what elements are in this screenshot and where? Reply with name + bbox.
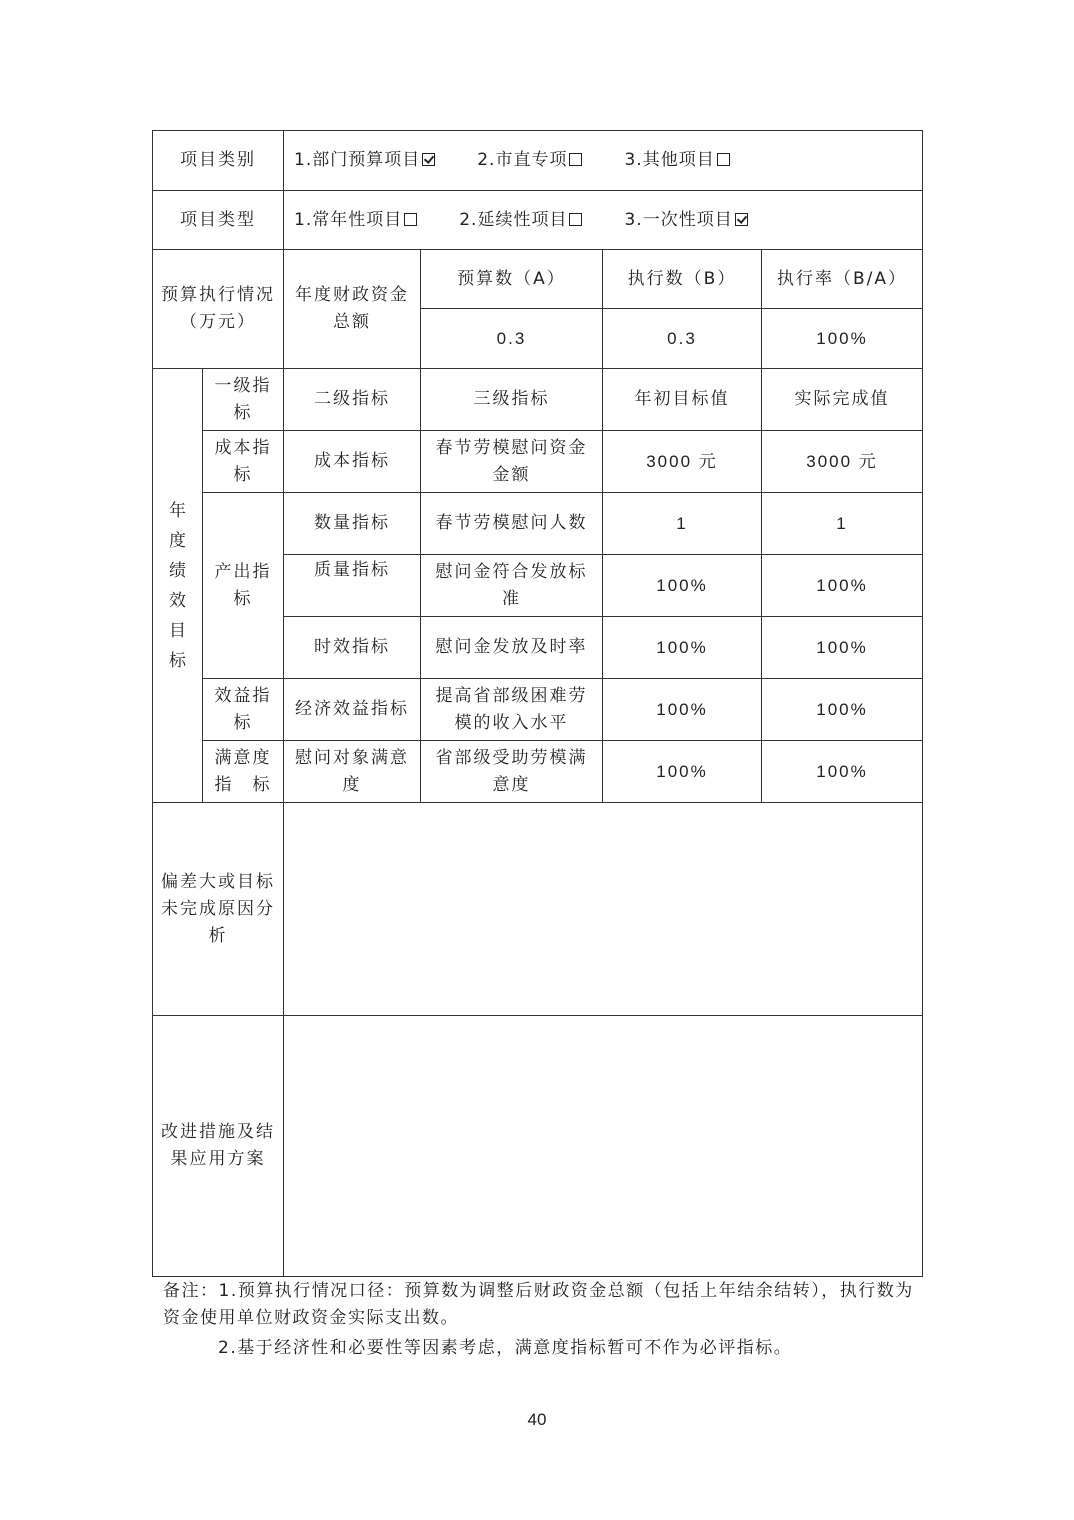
checkbox-icon[interactable] — [735, 213, 748, 226]
type-label: 项目类型 — [153, 191, 284, 250]
table-row — [153, 741, 923, 803]
goal-l3: 慰问金符合发放标准 — [421, 555, 603, 617]
category-option-2[interactable]: 2.市直专项 — [477, 147, 582, 174]
goal-actual: 1 — [762, 493, 923, 555]
improvement-content[interactable] — [284, 1016, 923, 1277]
goals-header-l1: 一级指标 — [203, 369, 284, 431]
budget-header-a: 预算数（A） — [421, 250, 603, 309]
type-option-3[interactable]: 3.一次性项目 — [624, 207, 747, 234]
type-row — [153, 191, 923, 250]
goal-target: 100% — [603, 555, 762, 617]
budget-sublabel: 年度财政资金总额 — [284, 250, 421, 369]
category-option-3[interactable]: 3.其他项目 — [624, 147, 729, 174]
budget-value-rate: 100% — [762, 309, 923, 369]
category-options — [284, 131, 923, 191]
budget-value-a: 0.3 — [421, 309, 603, 369]
goal-actual: 100% — [762, 617, 923, 679]
checkbox-icon[interactable] — [717, 153, 730, 166]
goal-l2: 质量指标 — [284, 555, 421, 617]
goal-l1: 产出指标 — [203, 493, 284, 679]
performance-table — [152, 130, 923, 1277]
goal-l1: 成本指标 — [203, 431, 284, 493]
improvement-row — [153, 1016, 923, 1277]
goals-header-target: 年初目标值 — [603, 369, 762, 431]
goal-l2: 时效指标 — [284, 617, 421, 679]
budget-label: 预算执行情况（万元） — [153, 250, 284, 369]
goal-l3: 慰问金发放及时率 — [421, 617, 603, 679]
checkbox-icon[interactable] — [422, 153, 435, 166]
goal-target: 3000 元 — [603, 431, 762, 493]
table-row — [153, 679, 923, 741]
type-option-2[interactable]: 2.延续性项目 — [459, 207, 582, 234]
category-label: 项目类别 — [153, 131, 284, 191]
remark-line-1: 备注：1.预算执行情况口径：预算数为调整后财政资金总额（包括上年结余结转），执行数为资金使用单位财政资金实际支出数。 — [163, 1281, 914, 1328]
category-row — [153, 131, 923, 191]
goal-actual: 100% — [762, 741, 923, 803]
checkbox-icon[interactable] — [404, 213, 417, 226]
goal-l2: 数量指标 — [284, 493, 421, 555]
budget-header-b: 执行数（B） — [603, 250, 762, 309]
goals-header-actual: 实际完成值 — [762, 369, 923, 431]
deviation-label: 偏差大或目标未完成原因分析 — [153, 803, 284, 1016]
table-row — [153, 493, 923, 555]
checkbox-icon[interactable] — [569, 153, 582, 166]
checkbox-icon[interactable] — [569, 213, 582, 226]
goal-target: 100% — [603, 741, 762, 803]
goal-l1: 满意度指 标 — [203, 741, 284, 803]
budget-header-row — [153, 250, 923, 309]
table-row — [153, 431, 923, 493]
goals-header-l3: 三级指标 — [421, 369, 603, 431]
goal-l1: 效益指标 — [203, 679, 284, 741]
goal-l2: 成本指标 — [284, 431, 421, 493]
goal-l2: 慰问对象满意度 — [284, 741, 421, 803]
category-option-1[interactable]: 1.部门预算项目 — [294, 147, 435, 174]
deviation-content[interactable] — [284, 803, 923, 1016]
goal-l3: 春节劳模慰问人数 — [421, 493, 603, 555]
type-option-1[interactable]: 1.常年性项目 — [294, 207, 417, 234]
goal-actual: 3000 元 — [762, 431, 923, 493]
goal-target: 100% — [603, 617, 762, 679]
budget-value-b: 0.3 — [603, 309, 762, 369]
goals-label: 年度绩效目标 — [153, 369, 203, 803]
goal-l3: 提高省部级困难劳模的收入水平 — [421, 679, 603, 741]
goal-target: 1 — [603, 493, 762, 555]
page-number: 40 — [527, 1410, 547, 1429]
budget-header-rate: 执行率（B/A） — [762, 250, 923, 309]
goal-l3: 春节劳模慰问资金金额 — [421, 431, 603, 493]
goal-l3: 省部级受助劳模满意度 — [421, 741, 603, 803]
goal-actual: 100% — [762, 555, 923, 617]
goals-header-l2: 二级指标 — [284, 369, 421, 431]
deviation-row — [153, 803, 923, 1016]
goal-l2: 经济效益指标 — [284, 679, 421, 741]
goal-target: 100% — [603, 679, 762, 741]
goal-actual: 100% — [762, 679, 923, 741]
goals-header-row — [153, 369, 923, 431]
remark-line-2: 2.基于经济性和必要性等因素考虑，满意度指标暂可不作为必评指标。 — [218, 1338, 793, 1358]
type-options — [284, 191, 923, 250]
improvement-label: 改进措施及结果应用方案 — [153, 1016, 284, 1277]
remarks — [163, 1278, 918, 1362]
